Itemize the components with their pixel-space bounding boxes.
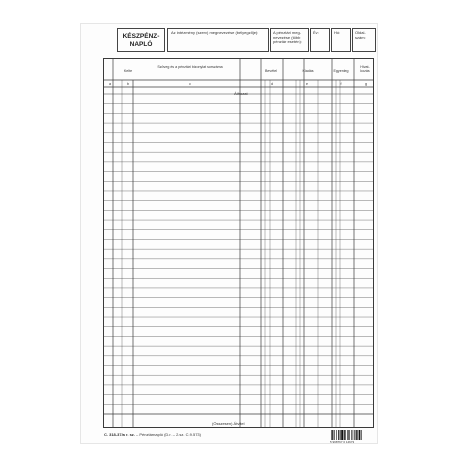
barcode-bar: [341, 430, 343, 440]
carry-in-label: Áthozat: [234, 91, 248, 96]
barcode-bar: [359, 430, 361, 440]
page-number-box: [352, 28, 376, 52]
col-header-b: Kelte: [123, 69, 133, 73]
month-label: Hó:: [334, 30, 341, 35]
barcode: [330, 430, 376, 440]
title-box: [117, 28, 165, 52]
barcode-bar: [344, 430, 345, 440]
register-label: A pénztári meg-nevezése (több pénztár esetén):: [273, 30, 302, 45]
col-header-c: Szöveg és a pénztári bizonylat sorszáma: [157, 65, 223, 69]
barcode-bar: [345, 430, 346, 440]
barcode-bar: [340, 430, 341, 440]
barcode-bar: [336, 430, 337, 440]
form-title: [118, 33, 164, 50]
col-header-d: Bevétel: [265, 69, 277, 73]
barcode-bar: [348, 430, 349, 440]
form-code: [104, 432, 201, 437]
year-label: Év:: [313, 30, 319, 35]
barcode-bar: [351, 430, 352, 440]
col-letter-c: c: [189, 82, 191, 86]
col-letter-b: b: [127, 82, 129, 86]
col-letter-a: a: [109, 82, 111, 86]
ledger-grid: [103, 58, 375, 430]
month-box: [331, 28, 351, 52]
barcode-bar: [332, 430, 333, 440]
col-letter-d: d: [271, 82, 273, 86]
barcode-bar: [354, 430, 355, 440]
barcode-bar: [356, 430, 357, 440]
barcode-bar: [338, 430, 339, 440]
col-letter-e: e: [306, 82, 308, 86]
page-number-label: Oldal-szám:: [355, 30, 366, 40]
col-letter-g: g: [365, 82, 367, 86]
col-letter-f: f: [340, 82, 342, 86]
barcode-bar: [331, 430, 332, 440]
form-title-line1: KÉSZPÉNZ-: [122, 33, 160, 40]
barcode-bar: [334, 430, 335, 440]
col-header-f: Egyenleg: [333, 69, 349, 73]
barcode-bar: [357, 430, 358, 440]
barcode-bar: [347, 430, 348, 440]
institution-label: Az intézmény (szerv) megnevezése (bélyegzője):: [171, 30, 259, 35]
year-box: [310, 28, 330, 52]
institution-box: [167, 28, 269, 52]
col-header-e: Kiadás: [302, 69, 314, 73]
barcode-digits: 5 998767 0 14673: [330, 440, 355, 444]
form-note-text: – Pénztárnapló (D.r. – 2.sz. C.9.573): [136, 432, 201, 437]
col-header-g: Hivat-kozás: [360, 65, 370, 74]
form-code-text: C. 318-37/a r. sz.: [104, 432, 135, 437]
register-box: [270, 28, 309, 52]
carry-out-label: (Összesen) Átvitel: [212, 421, 245, 426]
barcode-bar: [353, 430, 354, 440]
barcode-bar: [361, 430, 362, 440]
form-title-line2: NAPLÓ: [129, 41, 153, 49]
